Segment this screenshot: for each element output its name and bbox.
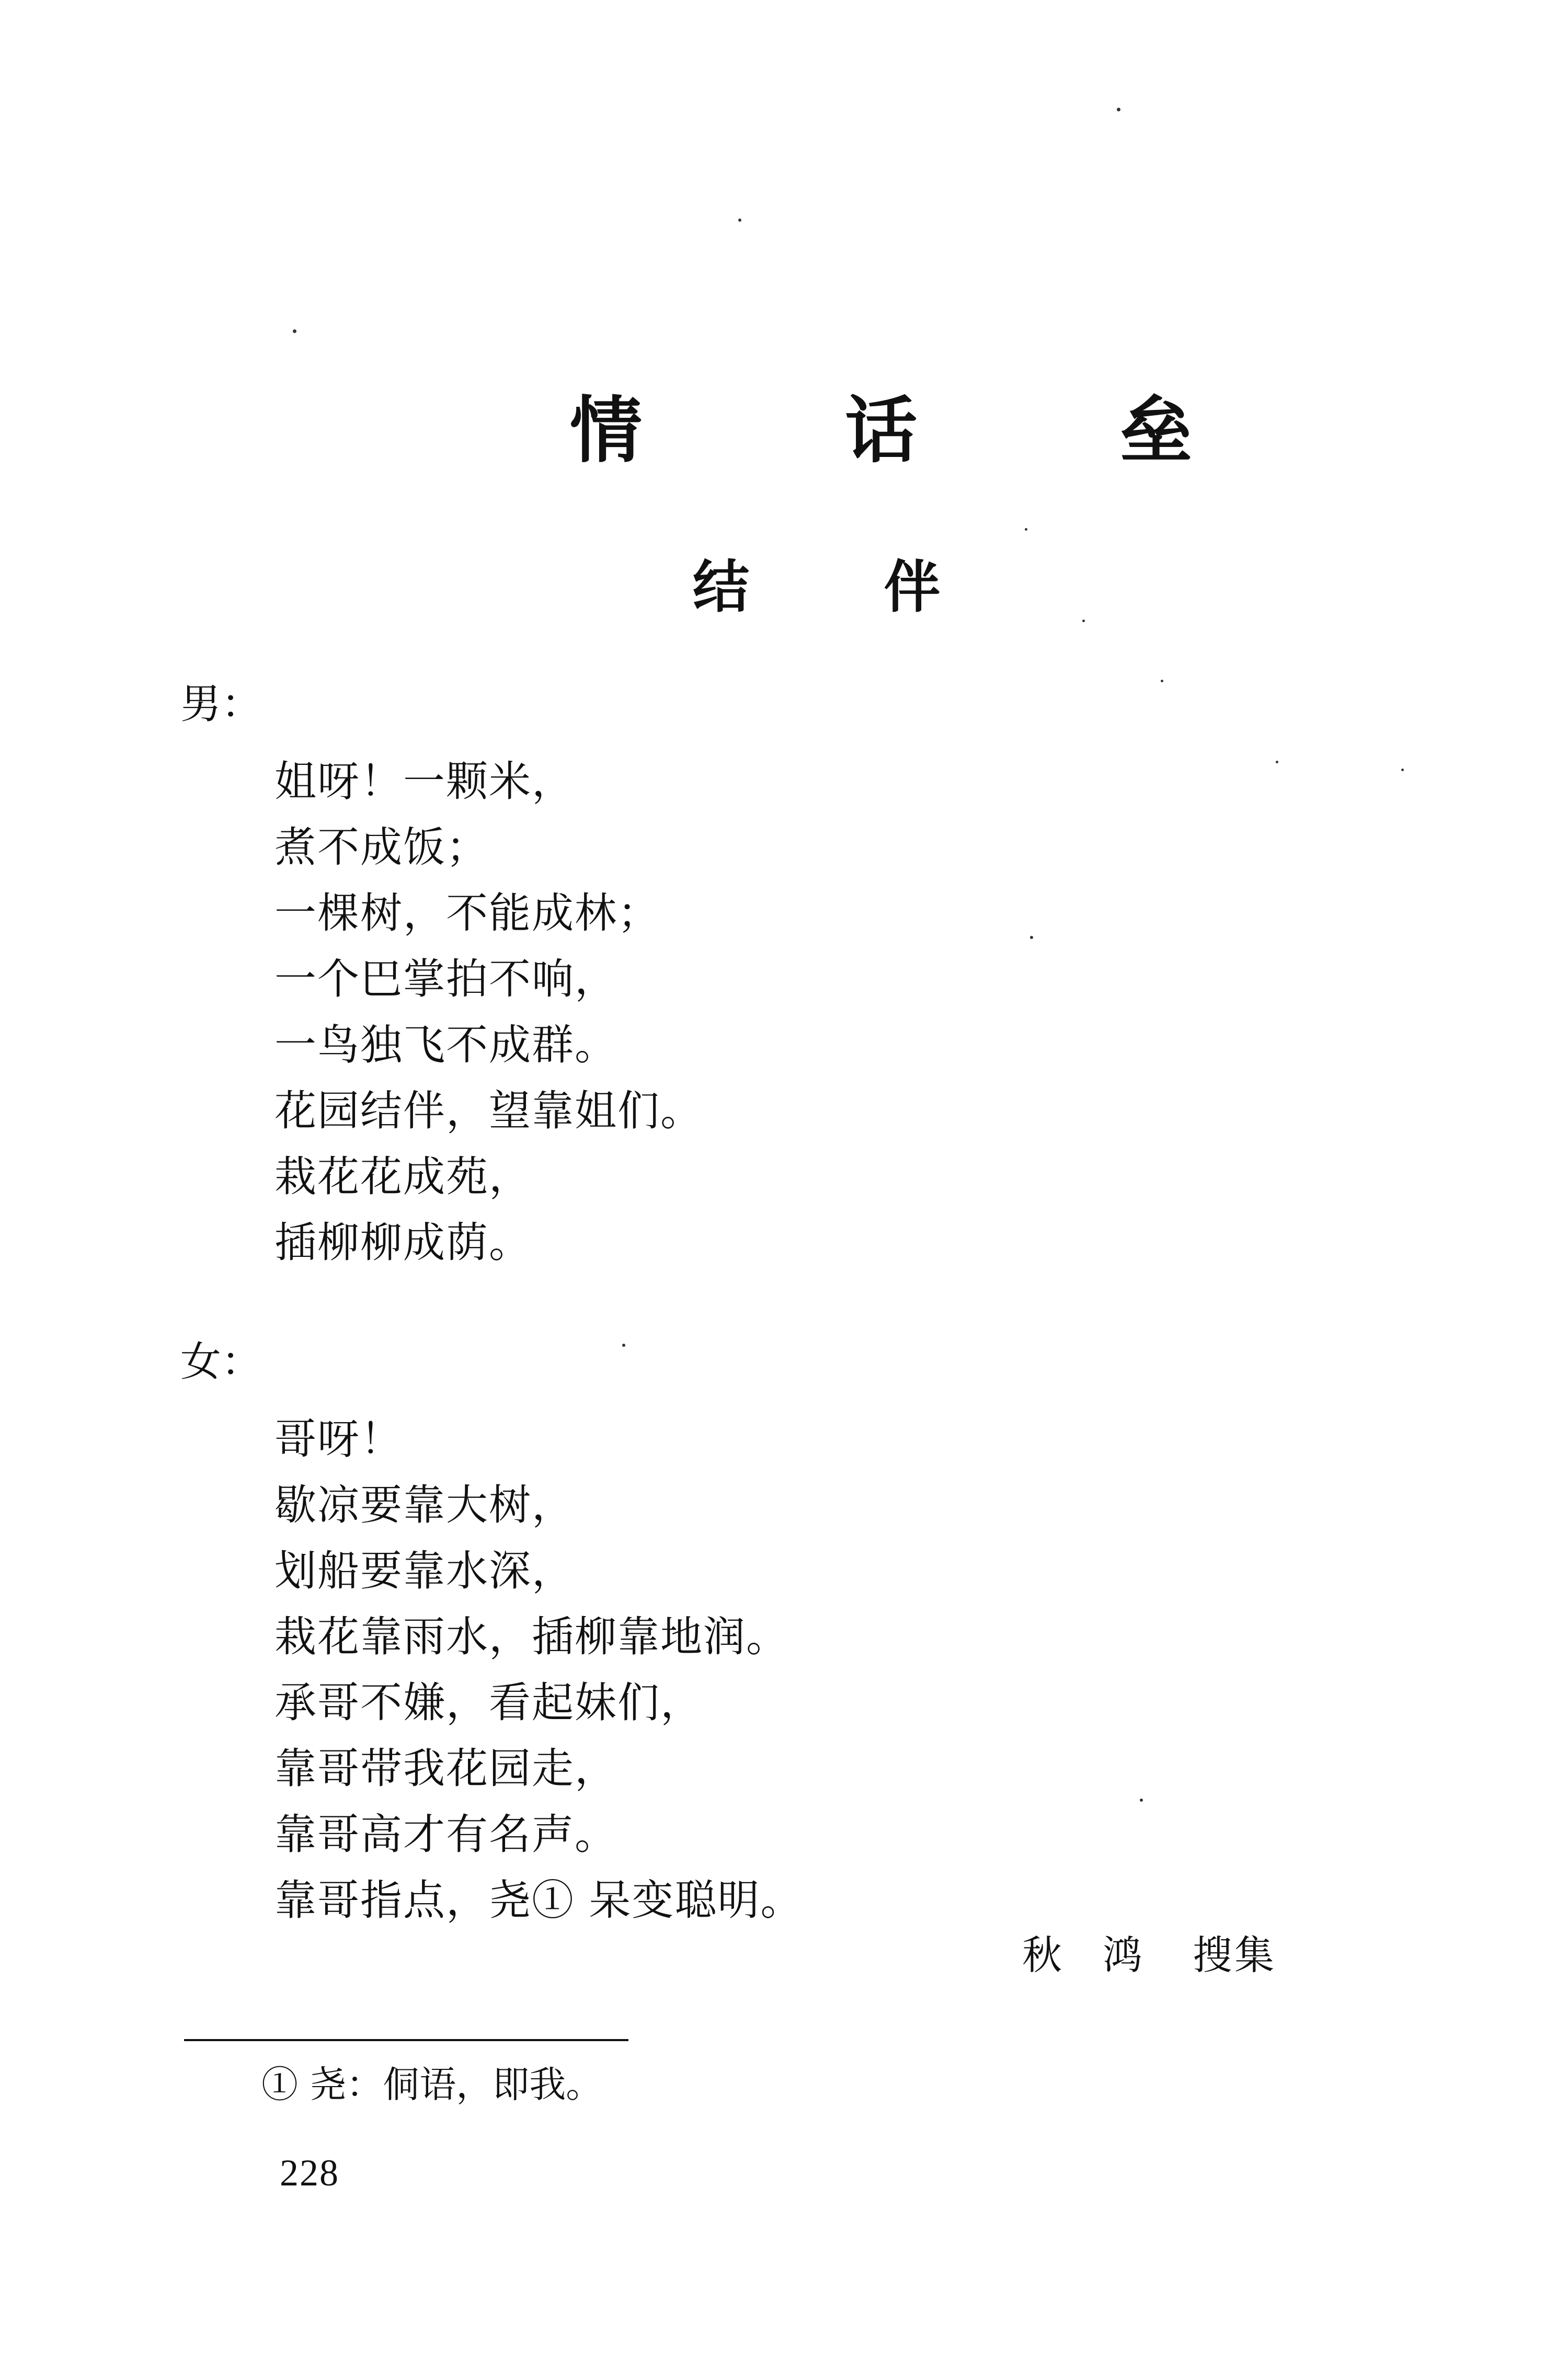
scan-speck — [738, 219, 741, 222]
stanza-male — [274, 749, 703, 1276]
poem-line: 一个巴掌拍不响， — [274, 955, 617, 1003]
scan-speck — [1401, 769, 1404, 771]
footnote: ① 尧：侗语，即我。 — [261, 2063, 603, 2106]
page-number: 228 — [280, 2152, 339, 2194]
poem-title: 结 伴 — [693, 555, 998, 620]
section-title: 情 话 垒 — [570, 388, 1281, 473]
scan-speck — [622, 1344, 625, 1347]
poem-line: 一鸟独飞不成群。 — [274, 1021, 617, 1069]
poem-line: 靠哥指点，尧① 呆变聪明。 — [274, 1876, 804, 1925]
poem-line: 花园结伴，望靠姐们。 — [274, 1086, 703, 1135]
poem-line: 插柳柳成荫。 — [274, 1218, 532, 1267]
collector-name: 秋鸿 — [1022, 1932, 1183, 1978]
poem-line: 哥呀！ — [274, 1415, 403, 1463]
poem-line: 歇凉要靠大树， — [274, 1481, 575, 1529]
poem-line: 栽花花成苑， — [274, 1152, 532, 1201]
poem-line: 靠哥高才有名声。 — [274, 1810, 617, 1859]
poem-line: 靠哥带我花园走， — [274, 1744, 617, 1793]
speaker-label-male: 男： — [180, 681, 262, 728]
footnote-divider — [184, 2039, 628, 2041]
poem-line: 划船要靠水深， — [274, 1547, 575, 1595]
speaker-label-female: 女： — [180, 1338, 262, 1386]
stanza-female — [274, 1406, 803, 1933]
scan-speck — [1140, 1799, 1143, 1802]
poem-line: 煮不成饭； — [274, 823, 489, 872]
poem-line: 一棵树，不能成林； — [274, 889, 660, 937]
scan-speck — [1117, 108, 1120, 111]
poem-line: 姐呀！一颗米， — [274, 757, 575, 806]
collector-verb: 搜集 — [1193, 1932, 1276, 1978]
scan-speck — [1082, 620, 1085, 622]
poem-line: 栽花靠雨水，插柳靠地润。 — [274, 1612, 789, 1661]
scan-speck — [1161, 680, 1163, 682]
scan-speck — [1030, 936, 1033, 939]
poem-line: 承哥不嫌，看起妹们， — [274, 1678, 703, 1727]
scan-speck — [1025, 528, 1027, 531]
scan-speck — [293, 329, 296, 333]
scan-speck — [1276, 761, 1278, 763]
collector-credit — [1022, 1932, 1276, 1978]
